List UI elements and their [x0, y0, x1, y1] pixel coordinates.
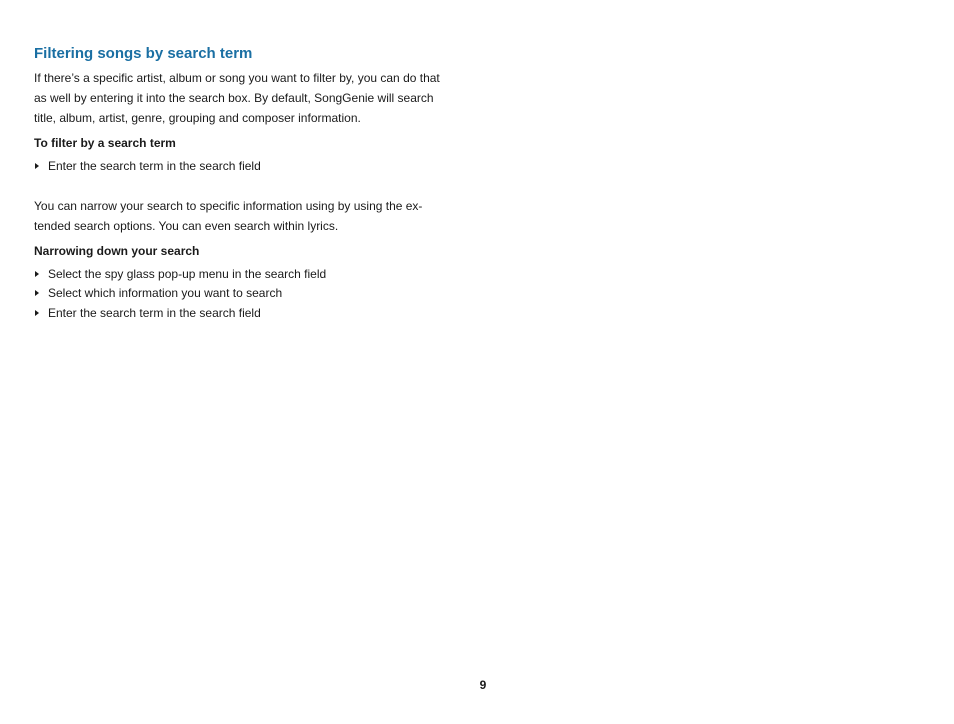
intro-line: If there’s a specific artist, album or song you want to filter by, you can do that — [34, 71, 440, 85]
triangle-bullet-icon — [35, 310, 39, 316]
subheading-narrow: Narrowing down your search — [34, 243, 200, 258]
list-item — [34, 284, 464, 304]
list-item — [34, 157, 464, 177]
triangle-bullet-icon — [35, 290, 39, 296]
list-item-text: Enter the search term in the search field — [48, 159, 261, 173]
filter-steps-list — [34, 157, 464, 177]
narrow-line: You can narrow your search to specific information using by using the ex- — [34, 198, 423, 213]
list-item-text: Select which information you want to search — [48, 286, 283, 300]
list-item — [34, 304, 464, 324]
narrow-steps-list — [34, 265, 464, 324]
page-number: 9 — [479, 678, 487, 692]
narrow-paragraph — [34, 196, 464, 236]
intro-paragraph — [34, 68, 464, 128]
triangle-bullet-icon — [35, 271, 39, 277]
page-content — [34, 44, 464, 323]
intro-line: as well by entering it into the search box. By default, SongGenie will search — [34, 91, 434, 105]
section-title: Filtering songs by search term — [34, 45, 253, 62]
subheading-filter: To filter by a search term — [34, 136, 176, 150]
spacer — [34, 177, 464, 196]
narrow-line: tended search options. You can even search within lyrics. — [34, 218, 339, 233]
intro-line: title, album, artist, genre, grouping and composer information. — [34, 111, 361, 125]
triangle-bullet-icon — [35, 163, 39, 169]
list-item-text: Enter the search term in the search field — [48, 305, 261, 320]
list-item — [34, 265, 464, 285]
list-item-text: Select the spy glass pop-up menu in the search field — [48, 266, 327, 281]
